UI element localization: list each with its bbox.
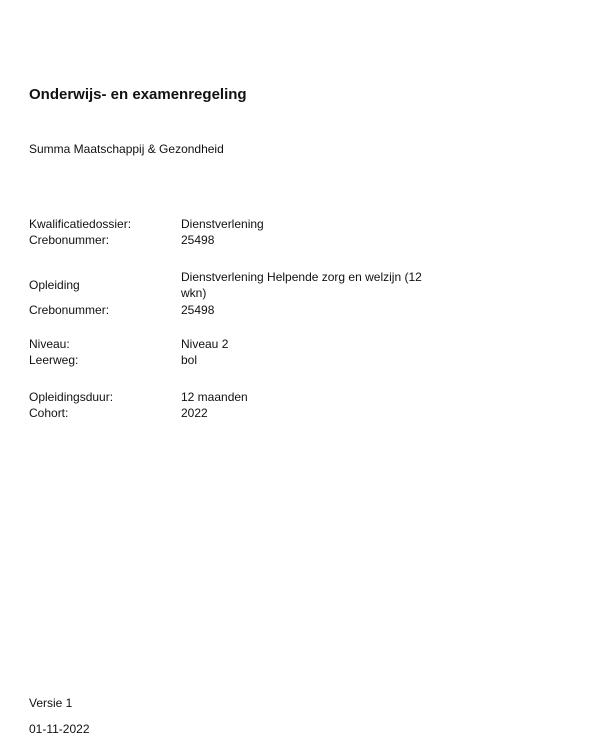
- info-group-duration: [29, 389, 449, 421]
- info-group-program: [29, 269, 449, 318]
- info-row: [29, 389, 449, 405]
- info-label: Kwalificatiedossier:: [29, 217, 132, 231]
- info-label: Niveau:: [29, 337, 70, 351]
- info-value: 25498: [181, 233, 215, 247]
- info-value: Dienstverlening: [181, 217, 264, 231]
- info-value: 25498: [181, 303, 215, 317]
- institution-name: Summa Maatschappij & Gezondheid: [29, 142, 224, 156]
- info-row: [29, 302, 449, 318]
- document-date: 01-11-2022: [29, 722, 90, 736]
- info-label: Opleidingsduur:: [29, 390, 114, 404]
- info-value: Dienstverlening Helpende zorg en welzijn (12 wkn): [181, 270, 422, 300]
- info-group-qualification: [29, 216, 449, 248]
- info-value: 2022: [181, 406, 208, 420]
- info-row: [29, 352, 449, 368]
- info-label: Cohort:: [29, 406, 69, 420]
- info-row: [29, 405, 449, 421]
- info-row: [29, 336, 449, 352]
- info-value: Niveau 2: [181, 337, 229, 351]
- info-row: [29, 216, 449, 232]
- info-label: Crebonummer:: [29, 233, 110, 247]
- info-row: [29, 232, 449, 248]
- info-group-level: [29, 336, 449, 368]
- info-row: [29, 269, 449, 301]
- document-title: Onderwijs- en examenregeling: [29, 86, 247, 103]
- info-value: bol: [181, 353, 198, 367]
- info-label: Leerweg:: [29, 353, 79, 367]
- version-label: Versie 1: [29, 696, 73, 710]
- info-value: 12 maanden: [181, 390, 248, 404]
- info-label: Crebonummer:: [29, 303, 110, 317]
- info-label: Opleiding: [29, 278, 80, 292]
